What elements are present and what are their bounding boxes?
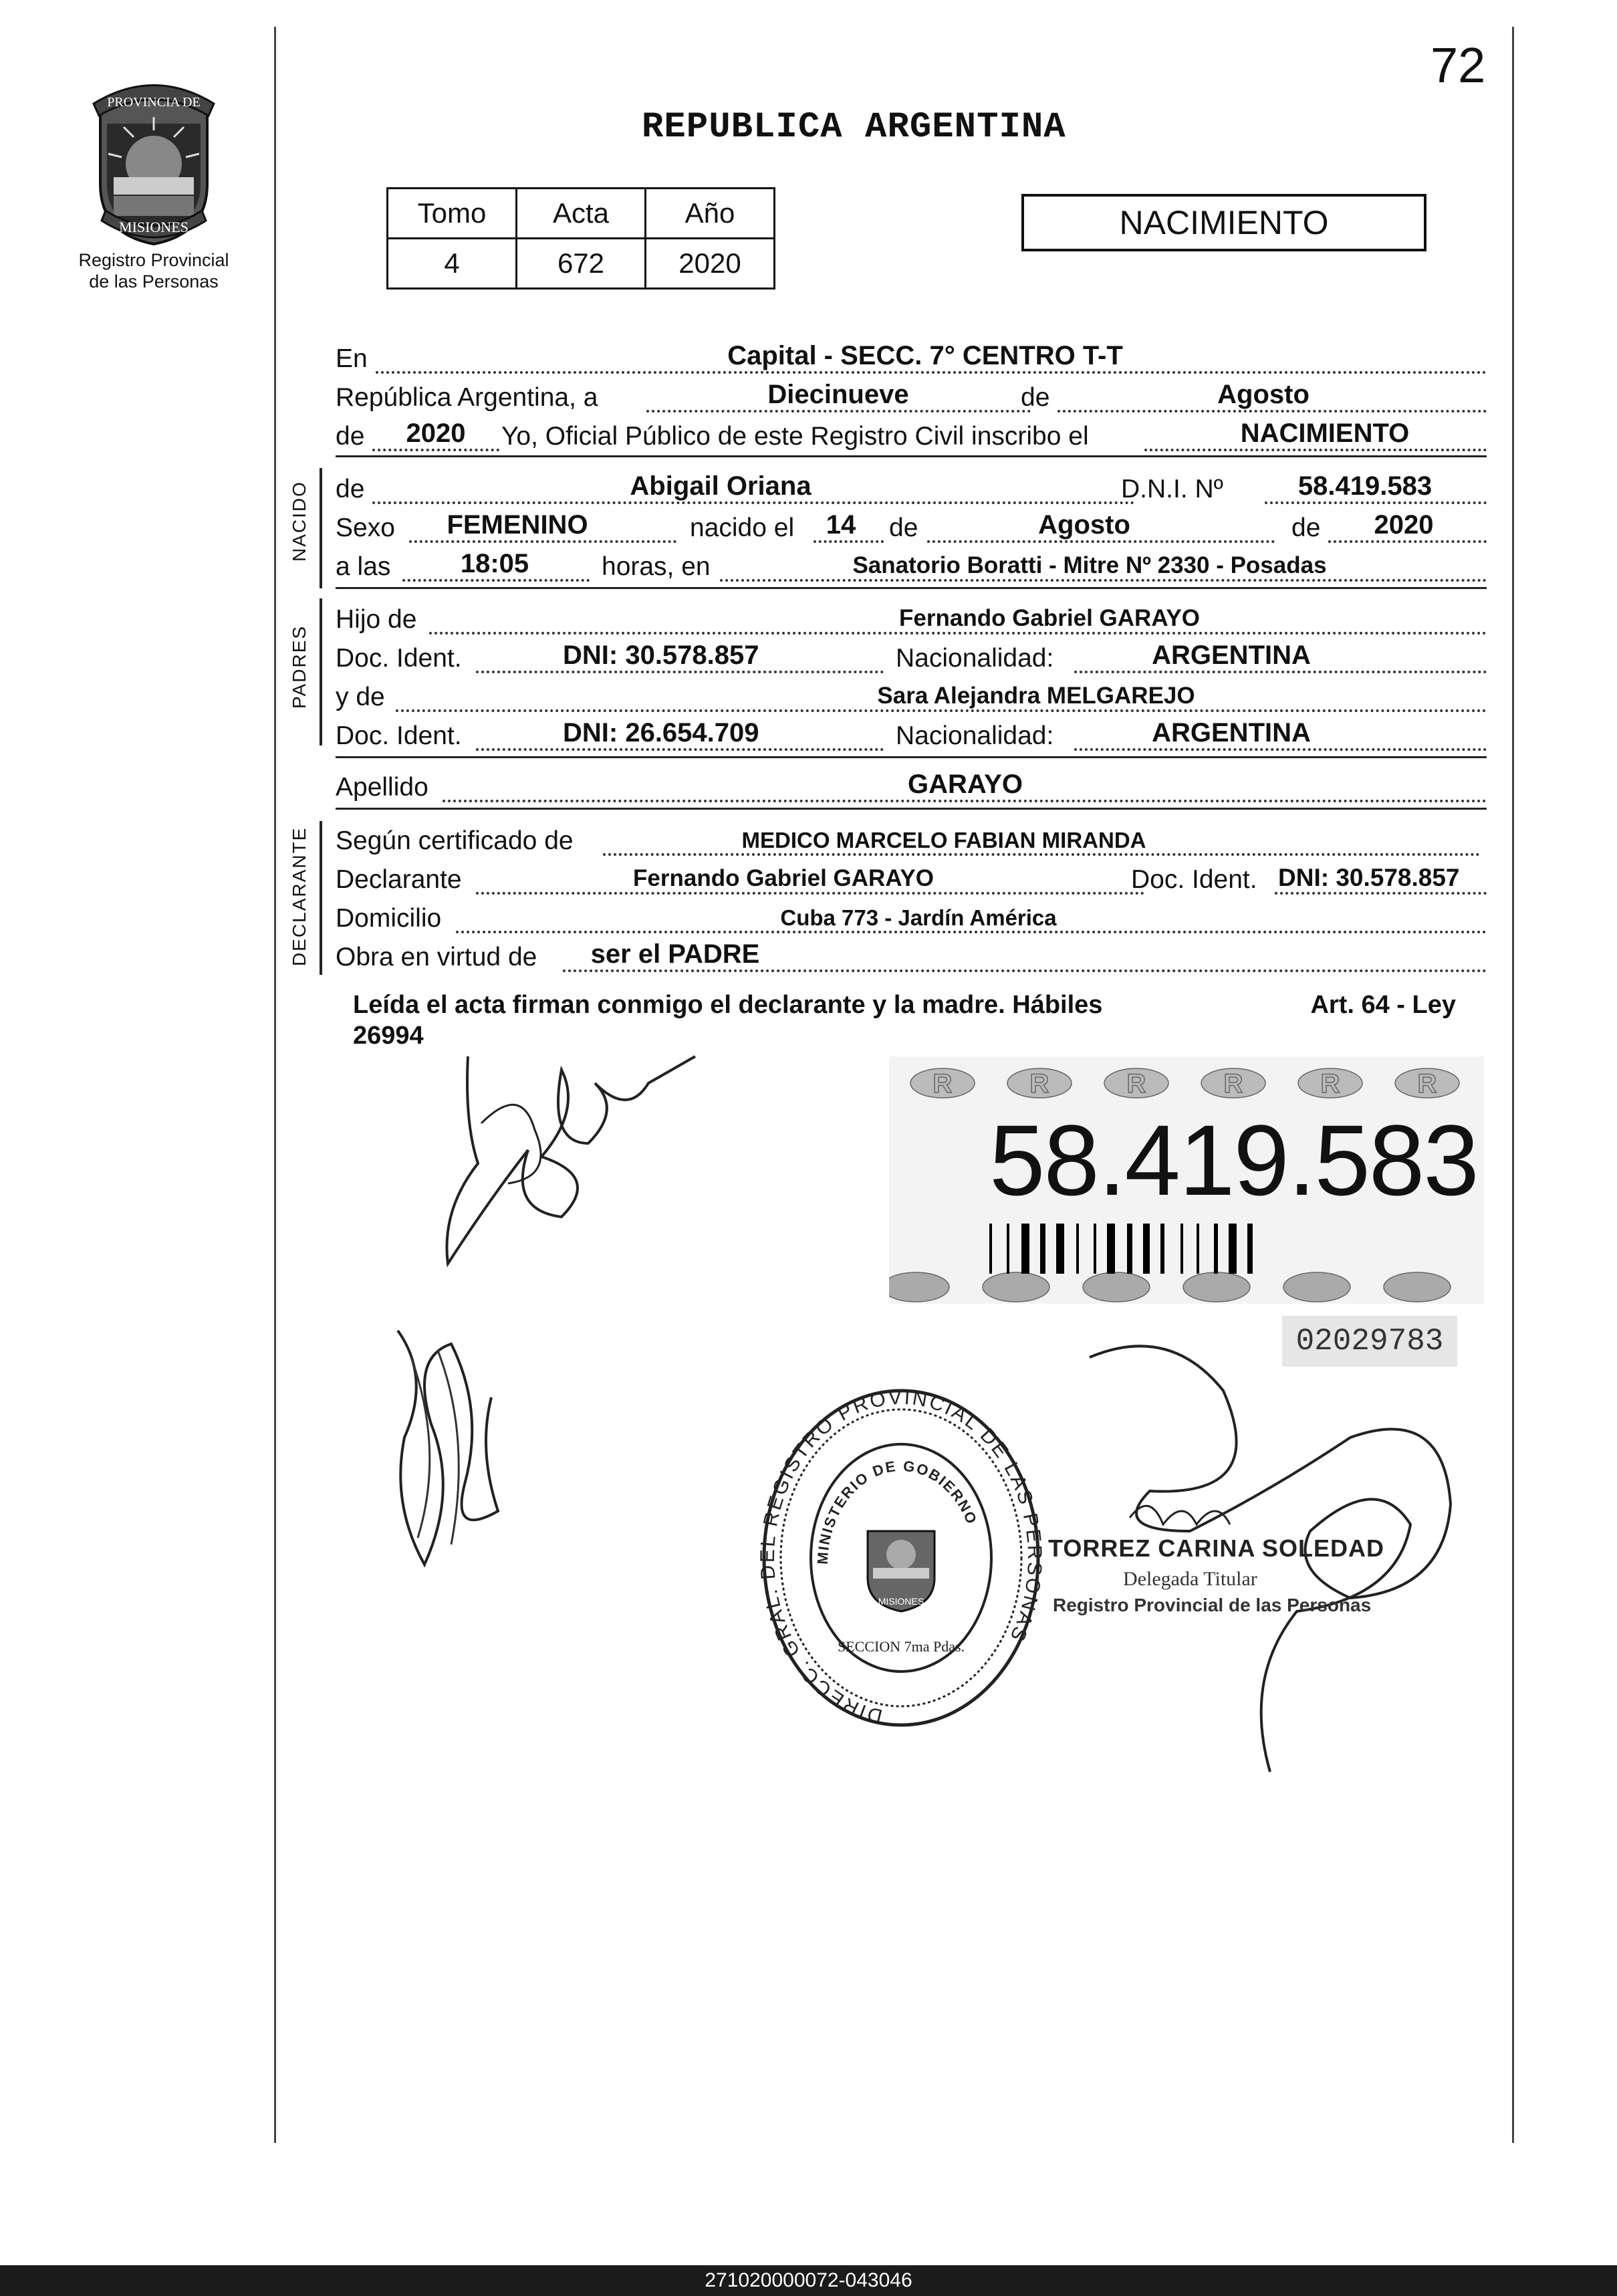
intro-month-value: Agosto — [1217, 380, 1310, 409]
logo-caption-line1: Registro Provincial — [78, 250, 229, 270]
declarante-domicilio-value: Cuba 773 - Jardín América — [780, 905, 1057, 930]
dni-sticker — [889, 1056, 1484, 1304]
apellido-value: GARAYO — [908, 770, 1023, 799]
registry-header-acta: Acta — [517, 189, 646, 239]
intro-year-value: 2020 — [406, 419, 466, 448]
act-type-box: NACIMIENTO — [1021, 194, 1426, 251]
padres-row-mother-doc — [336, 715, 1487, 754]
barcode-bar — [1180, 1224, 1183, 1274]
declarante-cert-label: Según certificado de — [336, 826, 574, 855]
padres-nat-label-2: Nacionalidad: — [896, 721, 1054, 750]
registry-table — [386, 187, 775, 290]
svg-text:MINISTERIO DE GOBIERNO: MINISTERIO DE GOBIERNO — [814, 1457, 981, 1565]
declarante-name-value: Fernando Gabriel GARAYO — [633, 865, 934, 891]
svg-text:MISIONES: MISIONES — [878, 1596, 924, 1607]
nacido-time-label: a las — [336, 552, 391, 581]
pattern-badge — [1201, 1068, 1265, 1099]
declarante-doc-label: Doc. Ident. — [1131, 865, 1257, 894]
serial-number-label: 02029783 — [1282, 1316, 1457, 1367]
registry-header-row — [388, 189, 775, 239]
intro-row-place — [336, 338, 1487, 376]
padres-section-bar — [320, 598, 322, 745]
barcode-bar — [1094, 1224, 1096, 1274]
barcode-bar — [1143, 1224, 1150, 1274]
mother-signature — [384, 1317, 518, 1585]
nacido-de-label-3: de — [1291, 513, 1321, 542]
nacido-name-value: Abigail Oriana — [630, 471, 812, 501]
barcode-bar — [989, 1224, 992, 1274]
pattern-badge — [1104, 1068, 1168, 1099]
padres-mother-name: Sara Alejandra MELGAREJO — [877, 683, 1195, 709]
padres-section-label: PADRES — [289, 624, 309, 709]
nacido-row-name — [336, 468, 1487, 507]
padres-row-father-doc — [336, 637, 1487, 676]
svg-text:R: R — [1223, 1069, 1243, 1099]
barcode-bar — [1160, 1224, 1164, 1274]
padres-mother-nat: ARGENTINA — [1152, 718, 1311, 748]
nacido-time-value: 18:05 — [460, 549, 529, 578]
svg-text:R: R — [932, 1069, 953, 1099]
declarante-row-domicilio — [336, 897, 1487, 936]
declarante-cert-value: MEDICO MARCELO FABIAN MIRANDA — [741, 828, 1146, 852]
logo-caption — [67, 249, 241, 292]
registry-header-tomo: Tomo — [388, 189, 517, 239]
svg-text:PROVINCIA DE: PROVINCIA DE — [107, 95, 201, 110]
section-divider — [336, 587, 1487, 589]
intro-day-value: Diecinueve — [767, 380, 909, 409]
barcode-bar — [1021, 1224, 1029, 1274]
nacido-row-time-place — [336, 546, 1487, 584]
svg-text:MISIONES: MISIONES — [119, 219, 189, 235]
registry-stamp — [754, 1377, 1048, 1752]
padres-mother-doc: DNI: 26.654.709 — [563, 718, 759, 748]
provincial-registry-logo — [67, 77, 241, 298]
intro-officer-text: Yo, Oficial Público de este Registro Civil inscribo el — [501, 422, 1089, 451]
barcode-bar — [1056, 1224, 1064, 1274]
registry-header-anio: Año — [646, 189, 775, 239]
padres-nat-label: Nacionalidad: — [896, 644, 1054, 673]
intro-en-label: En — [336, 344, 368, 373]
left-margin-line — [274, 27, 276, 2143]
document-footer-code: 271020000072-043046 — [0, 2265, 1617, 2296]
intro-place-value: Capital - SECC. 7° CENTRO T-T — [727, 341, 1123, 370]
closing-line1: Leída el acta firman conmigo el declarante y la madre. Hábiles — [353, 991, 1103, 1019]
misiones-emblem-icon — [87, 84, 221, 251]
barcode-bar — [1247, 1224, 1253, 1274]
right-margin-line — [1512, 27, 1514, 2143]
barcode-bar — [1040, 1224, 1045, 1274]
barcode-bar — [1007, 1224, 1009, 1274]
declarante-dom-label: Domicilio — [336, 904, 442, 933]
padres-father-doc: DNI: 30.578.857 — [563, 641, 759, 670]
section-divider — [336, 756, 1487, 758]
nacido-sex-value: FEMENINO — [447, 510, 588, 540]
declarante-obra-label: Obra en virtud de — [336, 943, 537, 971]
padres-hijo-label: Hijo de — [336, 605, 417, 634]
nacido-month-value: Agosto — [1038, 510, 1130, 540]
svg-text:R: R — [1029, 1069, 1049, 1099]
nacido-de-label: de — [336, 475, 365, 503]
declarante-section-bar — [320, 821, 322, 975]
svg-text:R: R — [1126, 1069, 1146, 1099]
barcode-bar — [1076, 1224, 1079, 1274]
apellido-row — [336, 766, 1487, 805]
nacido-de-label-2: de — [889, 513, 918, 542]
svg-text:SECCION 7ma Pdas.: SECCION 7ma Pdas. — [837, 1638, 965, 1655]
barcode-bar — [1229, 1224, 1237, 1274]
padres-row-mother — [336, 676, 1487, 715]
declarante-section-label: DECLARANTE — [289, 826, 309, 966]
nacido-year-value: 2020 — [1374, 510, 1434, 540]
barcode-bar — [1127, 1224, 1132, 1274]
nacido-sexo-label: Sexo — [336, 513, 395, 542]
declarante-decl-label: Declarante — [336, 865, 462, 894]
intro-de-label: de — [1021, 383, 1050, 412]
pattern-badge — [1007, 1068, 1072, 1099]
svg-text:R: R — [1417, 1069, 1437, 1099]
official-role: Delegada Titular — [1123, 1568, 1257, 1590]
declarante-doc-value: DNI: 30.578.857 — [1278, 864, 1460, 891]
intro-act-value: NACIMIENTO — [1240, 419, 1410, 448]
padres-row-father — [336, 598, 1487, 637]
intro-de-label-2: de — [336, 422, 365, 451]
registry-value-row — [388, 239, 775, 289]
registry-value-acta: 672 — [517, 239, 646, 289]
pattern-badge — [910, 1068, 975, 1099]
nacido-day-value: 14 — [826, 510, 856, 540]
padres-doc-label: Doc. Ident. — [336, 644, 462, 673]
section-divider — [336, 808, 1487, 810]
official-office: Registro Provincial de las Personas — [1053, 1595, 1372, 1615]
section-divider — [336, 455, 1487, 457]
nacido-place-value: Sanatorio Boratti - Mitre Nº 2330 - Posadas — [852, 552, 1327, 578]
declarant-signature — [428, 1043, 715, 1284]
barcode-bar — [1197, 1224, 1199, 1274]
padres-father-nat: ARGENTINA — [1152, 641, 1311, 670]
official-name: TORREZ CARINA SOLEDAD — [1048, 1534, 1385, 1562]
registry-value-anio: 2020 — [646, 239, 775, 289]
document-title: REPUBLICA ARGENTINA — [642, 107, 1066, 148]
nacido-section-bar — [320, 468, 322, 588]
nacido-row-sex-date — [336, 507, 1487, 546]
padres-doc-label-2: Doc. Ident. — [336, 721, 462, 750]
page-number: 72 — [1431, 37, 1486, 93]
declarante-row-obra — [336, 936, 1487, 975]
nacido-nacido-label: nacido el — [690, 513, 795, 542]
intro-republic-label: República Argentina, a — [336, 383, 598, 412]
apellido-label: Apellido — [336, 773, 428, 802]
padres-yde-label: y de — [336, 683, 385, 711]
intro-row-date — [336, 376, 1487, 415]
svg-text:R: R — [1320, 1069, 1340, 1099]
barcode-bar — [1214, 1224, 1218, 1274]
nacido-dni-label: D.N.I. Nº — [1121, 475, 1223, 503]
declarante-row-cert — [336, 820, 1487, 858]
barcode-bar — [1107, 1224, 1115, 1274]
pattern-badge — [1298, 1068, 1362, 1099]
closing-law-number: 26994 — [353, 1022, 424, 1050]
declarante-row-name — [336, 858, 1487, 897]
intro-row-act — [336, 415, 1487, 454]
registry-value-tomo: 4 — [388, 239, 517, 289]
closing-article: Art. 64 - Ley — [1310, 991, 1456, 1019]
svg-text:DIRECC. GRAL. DEL REGISTRO PRO: DIRECC. GRAL. DEL REGISTRO PROVINCIAL DE LAS PERSONAS — [756, 1386, 1046, 1728]
stamp-emblem-icon — [868, 1531, 935, 1611]
padres-father-name: Fernando Gabriel GARAYO — [899, 605, 1200, 631]
pattern-badge — [1395, 1068, 1459, 1099]
nacido-section-label: NACIDO — [289, 481, 309, 562]
sticker-dni-number: 58.419.583 — [989, 1104, 1478, 1216]
nacido-hours-label: horas, en — [602, 552, 711, 581]
nacido-dni-value: 58.419.583 — [1297, 471, 1433, 501]
logo-caption-line2: de las Personas — [89, 271, 219, 292]
declarante-obra-value: ser el PADRE — [590, 939, 760, 969]
